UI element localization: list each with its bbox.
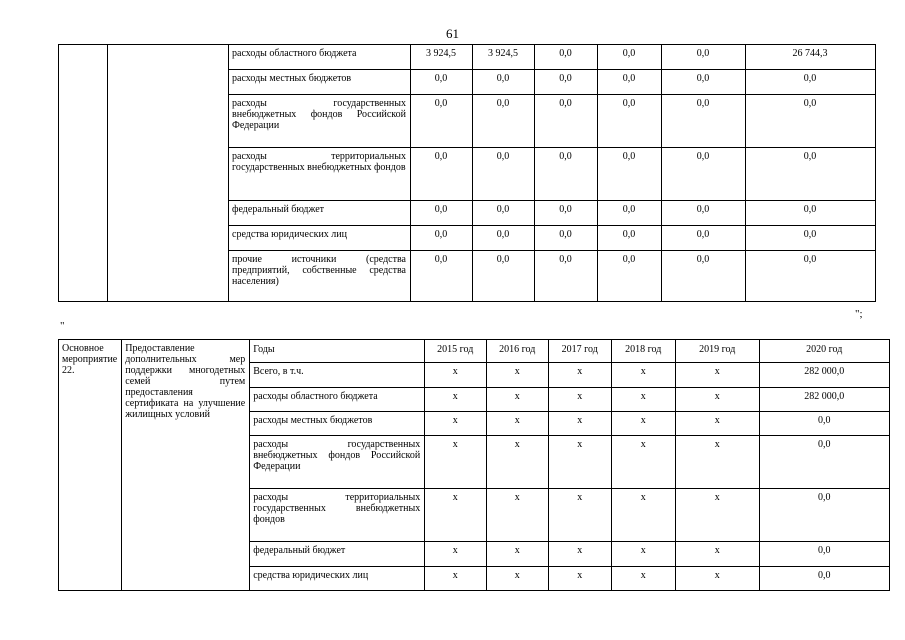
value-cell: х [612, 412, 676, 436]
value-cell: х [676, 412, 760, 436]
value-cell: х [612, 542, 676, 567]
year-header: 2016 год [487, 340, 549, 363]
value-cell: 0,0 [473, 148, 535, 201]
budget-table-continued [58, 44, 876, 302]
value-cell: 0,0 [473, 251, 535, 302]
value-cell: х [487, 489, 549, 542]
value-cell: 0,0 [598, 251, 662, 302]
value-cell: х [549, 363, 612, 388]
value-cell: х [549, 412, 612, 436]
value-cell: 0,0 [598, 148, 662, 201]
value-cell: 0,0 [535, 70, 598, 95]
value-cell: 0,0 [411, 201, 473, 226]
value-cell: 0,0 [760, 542, 890, 567]
value-cell: 0,0 [411, 70, 473, 95]
opening-quote: " [60, 320, 65, 332]
value-cell: 0,0 [746, 70, 876, 95]
value-cell: 0,0 [473, 95, 535, 148]
budget-table-event-22 [58, 339, 890, 591]
value-cell: х [425, 363, 487, 388]
page-number: 61 [446, 26, 459, 41]
value-cell: х [676, 388, 760, 412]
value-cell: 0,0 [411, 148, 473, 201]
year-header: 2019 год [676, 340, 760, 363]
value-cell: х [612, 567, 676, 591]
year-header: 2017 год [549, 340, 612, 363]
year-header: 2020 год [760, 340, 890, 363]
value-cell: 0,0 [598, 95, 662, 148]
value-cell: х [612, 363, 676, 388]
value-cell: 0,0 [598, 45, 662, 70]
value-cell: х [487, 436, 549, 489]
value-cell: 0,0 [535, 45, 598, 70]
value-cell: х [549, 567, 612, 591]
value-cell: х [425, 542, 487, 567]
value-cell: 0,0 [760, 567, 890, 591]
value-cell: 0,0 [662, 45, 746, 70]
closing-quote: "; [855, 308, 863, 320]
value-cell: х [425, 489, 487, 542]
value-cell: х [487, 363, 549, 388]
year-header: 2015 год [425, 340, 487, 363]
value-cell: 0,0 [535, 251, 598, 302]
value-cell: х [612, 489, 676, 542]
value-cell: 0,0 [760, 436, 890, 489]
source-label: расходы областного бюджета [229, 45, 411, 70]
value-cell: 0,0 [662, 70, 746, 95]
event-name: Предоставление дополнительных мер поддержки многодетных семей путем предоставления сертификата на улучшение жилищных условий [122, 340, 250, 591]
value-cell: х [487, 412, 549, 436]
value-cell: х [487, 542, 549, 567]
source-label: федеральный бюджет [250, 542, 425, 567]
year-header: 2018 год [612, 340, 676, 363]
value-cell: 0,0 [746, 95, 876, 148]
source-label: расходы местных бюджетов [229, 70, 411, 95]
source-label: средства юридических лиц [229, 226, 411, 251]
value-cell: 0,0 [473, 226, 535, 251]
source-label: расходы местных бюджетов [250, 412, 425, 436]
source-label: расходы государственных внебюджетных фондов Российской Федерации [229, 95, 411, 148]
value-cell: 0,0 [662, 95, 746, 148]
value-cell: 0,0 [535, 148, 598, 201]
value-cell: х [425, 412, 487, 436]
source-label: расходы территориальных государственных внебюджетных фондов [250, 489, 425, 542]
source-label: Всего, в т.ч. [250, 363, 425, 388]
value-cell: 0,0 [662, 201, 746, 226]
value-cell: 0,0 [473, 70, 535, 95]
value-cell: 0,0 [598, 70, 662, 95]
table-row [59, 45, 876, 70]
value-cell: х [676, 363, 760, 388]
value-cell: х [612, 388, 676, 412]
value-cell: 282 000,0 [760, 388, 890, 412]
source-label: прочие источники (средства предприятий, собственные средства населения) [229, 251, 411, 302]
value-cell: 0,0 [473, 201, 535, 226]
value-cell: 0,0 [760, 412, 890, 436]
source-label: расходы государственных внебюджетных фондов Российской Федерации [250, 436, 425, 489]
value-cell: 0,0 [746, 226, 876, 251]
value-cell: 0,0 [746, 148, 876, 201]
value-cell: х [676, 436, 760, 489]
value-cell: х [425, 388, 487, 412]
value-cell: х [487, 567, 549, 591]
value-cell: х [612, 436, 676, 489]
value-cell: 282 000,0 [760, 363, 890, 388]
value-cell: 3 924,5 [473, 45, 535, 70]
value-cell: 0,0 [746, 201, 876, 226]
value-cell: х [425, 436, 487, 489]
value-cell: 0,0 [411, 251, 473, 302]
value-cell: 0,0 [598, 226, 662, 251]
years-header-label: Годы [250, 340, 425, 363]
value-cell: х [676, 489, 760, 542]
source-label: расходы областного бюджета [250, 388, 425, 412]
value-cell: х [676, 567, 760, 591]
value-cell: х [487, 388, 549, 412]
source-label: средства юридических лиц [250, 567, 425, 591]
value-cell: 26 744,3 [746, 45, 876, 70]
value-cell: 0,0 [535, 95, 598, 148]
value-cell: 0,0 [535, 201, 598, 226]
value-cell: х [425, 567, 487, 591]
value-cell: 0,0 [535, 226, 598, 251]
value-cell: х [549, 388, 612, 412]
source-label: федеральный бюджет [229, 201, 411, 226]
event-number-cell [59, 45, 108, 302]
event-number: Основное мероприятие 22. [59, 340, 122, 591]
value-cell: 0,0 [411, 95, 473, 148]
value-cell: х [549, 542, 612, 567]
value-cell: 0,0 [662, 251, 746, 302]
value-cell: х [676, 542, 760, 567]
header-row [59, 340, 890, 363]
value-cell: х [549, 436, 612, 489]
value-cell: 0,0 [746, 251, 876, 302]
source-label: расходы территориальных государственных внебюджетных фондов [229, 148, 411, 201]
value-cell: 0,0 [760, 489, 890, 542]
value-cell: 0,0 [598, 201, 662, 226]
event-name-cell [108, 45, 229, 302]
value-cell: 0,0 [662, 226, 746, 251]
value-cell: 0,0 [411, 226, 473, 251]
value-cell: 3 924,5 [411, 45, 473, 70]
value-cell: 0,0 [662, 148, 746, 201]
value-cell: х [549, 489, 612, 542]
